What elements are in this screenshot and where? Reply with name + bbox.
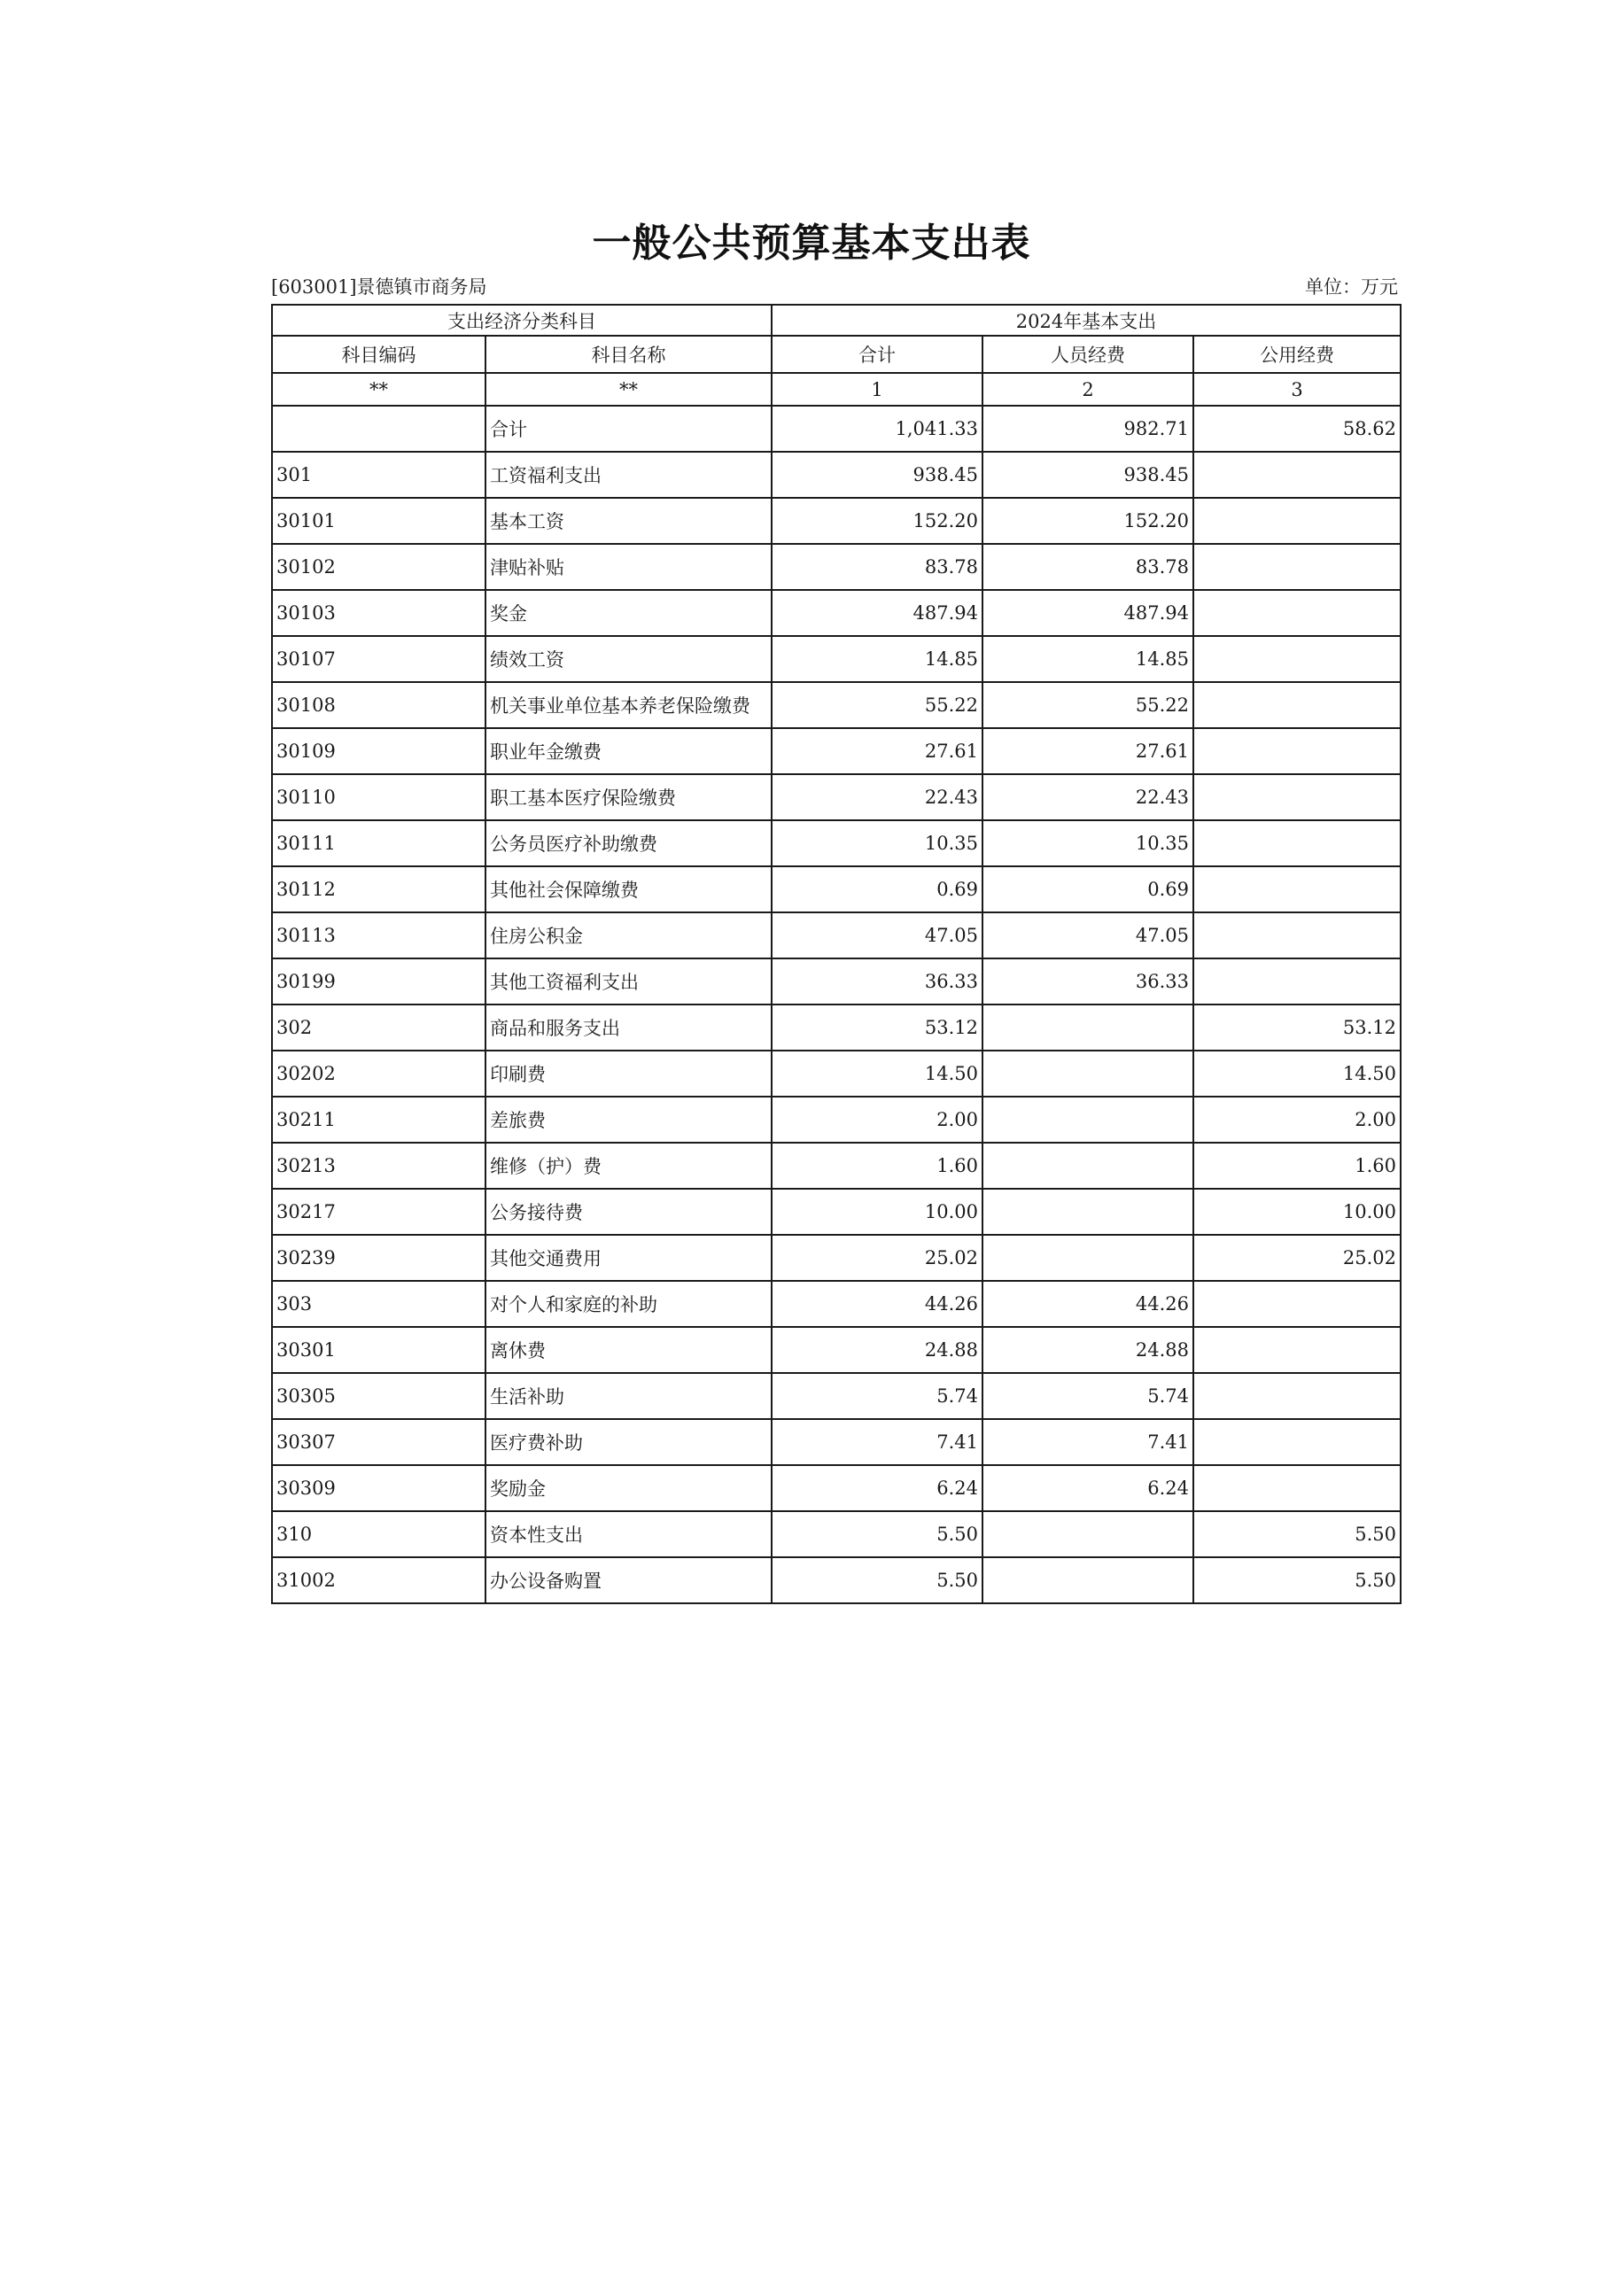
cell-public [1193,820,1401,866]
cell-total: 5.74 [772,1373,982,1419]
cell-name: 工资福利支出 [485,452,772,498]
cell-code: 30107 [272,636,485,682]
cell-name: 差旅费 [485,1097,772,1143]
cell-code: 30309 [272,1465,485,1511]
cell-name: 其他社会保障缴费 [485,866,772,912]
cell-code: 30202 [272,1051,485,1097]
cell-total: 1,041.33 [772,406,982,452]
cell-name: 商品和服务支出 [485,1004,772,1051]
cell-code: 30102 [272,544,485,590]
cell-personnel [982,1189,1193,1235]
cell-total: 10.00 [772,1189,982,1235]
cell-code: 30307 [272,1419,485,1465]
cell-total: 25.02 [772,1235,982,1281]
cell-code: 30108 [272,682,485,728]
cell-public [1193,1419,1401,1465]
cell-code: 303 [272,1281,485,1327]
cell-personnel: 5.74 [982,1373,1193,1419]
cell-public [1193,590,1401,636]
cell-total: 14.50 [772,1051,982,1097]
cell-code: 30213 [272,1143,485,1189]
column-index-row [272,373,1401,406]
unit-label: 单位：万元 [1305,276,1398,298]
table-row [272,728,1401,774]
cell-total: 5.50 [772,1557,982,1603]
table-row [272,1511,1401,1557]
cell-code: 30101 [272,498,485,544]
cell-code: 30112 [272,866,485,912]
cell-code: 301 [272,452,485,498]
cell-name: 住房公积金 [485,912,772,958]
cell-personnel: 27.61 [982,728,1193,774]
table-row [272,452,1401,498]
cell-code: 30199 [272,958,485,1004]
cell-public [1193,498,1401,544]
cell-code: 30301 [272,1327,485,1373]
cell-code: 31002 [272,1557,485,1603]
cell-public [1193,866,1401,912]
cell-name: 生活补助 [485,1373,772,1419]
cell-name: 绩效工资 [485,636,772,682]
cell-total: 53.12 [772,1004,982,1051]
cell-public [1193,1465,1401,1511]
table-row [272,1235,1401,1281]
table-row [272,1373,1401,1419]
table-row [272,958,1401,1004]
cell-total: 47.05 [772,912,982,958]
cell-personnel: 487.94 [982,590,1193,636]
cell-name: 印刷费 [485,1051,772,1097]
cell-code: 30305 [272,1373,485,1419]
cell-total: 27.61 [772,728,982,774]
cell-code: 30217 [272,1189,485,1235]
column-index-name: ** [485,373,772,406]
cell-personnel: 14.85 [982,636,1193,682]
cell-public [1193,958,1401,1004]
table-row [272,590,1401,636]
organization-label: [603001]景德镇市商务局 [271,276,487,298]
cell-public: 2.00 [1193,1097,1401,1143]
table-row [272,1281,1401,1327]
cell-name: 其他工资福利支出 [485,958,772,1004]
cell-public: 14.50 [1193,1051,1401,1097]
cell-total: 938.45 [772,452,982,498]
table-row [272,866,1401,912]
cell-personnel [982,1557,1193,1603]
cell-total: 487.94 [772,590,982,636]
cell-public [1193,636,1401,682]
cell-total: 152.20 [772,498,982,544]
column-header-personnel: 人员经费 [982,336,1193,373]
column-index-code: ** [272,373,485,406]
cell-public [1193,774,1401,820]
cell-public: 5.50 [1193,1557,1401,1603]
cell-total: 5.50 [772,1511,982,1557]
column-header-row [272,336,1401,373]
table-row [272,820,1401,866]
cell-personnel [982,1004,1193,1051]
cell-name: 津贴补贴 [485,544,772,590]
cell-public: 5.50 [1193,1511,1401,1557]
cell-personnel: 982.71 [982,406,1193,452]
cell-total: 83.78 [772,544,982,590]
cell-personnel [982,1235,1193,1281]
cell-name: 其他交通费用 [485,1235,772,1281]
cell-code: 302 [272,1004,485,1051]
table-row [272,1143,1401,1189]
column-header-name: 科目名称 [485,336,772,373]
cell-public [1193,682,1401,728]
cell-code: 30109 [272,728,485,774]
cell-public: 25.02 [1193,1235,1401,1281]
column-header-public: 公用经费 [1193,336,1401,373]
table-row [272,774,1401,820]
cell-personnel: 44.26 [982,1281,1193,1327]
cell-name: 职业年金缴费 [485,728,772,774]
group-header-basic-expenditure: 2024年基本支出 [772,305,1401,336]
group-header-classification: 支出经济分类科目 [272,305,772,336]
cell-code: 30113 [272,912,485,958]
cell-name: 对个人和家庭的补助 [485,1281,772,1327]
cell-name: 办公设备购置 [485,1557,772,1603]
cell-public [1193,728,1401,774]
cell-public [1193,1373,1401,1419]
cell-code: 30110 [272,774,485,820]
cell-name: 奖励金 [485,1465,772,1511]
table-body [272,406,1401,1603]
table-row [272,1189,1401,1235]
cell-personnel: 83.78 [982,544,1193,590]
cell-personnel: 6.24 [982,1465,1193,1511]
cell-code [272,406,485,452]
cell-total: 36.33 [772,958,982,1004]
cell-name: 机关事业单位基本养老保险缴费 [485,682,772,728]
cell-total: 6.24 [772,1465,982,1511]
cell-total: 44.26 [772,1281,982,1327]
table-row [272,682,1401,728]
cell-personnel: 938.45 [982,452,1193,498]
cell-public [1193,912,1401,958]
cell-total: 7.41 [772,1419,982,1465]
cell-name: 公务接待费 [485,1189,772,1235]
cell-total: 1.60 [772,1143,982,1189]
cell-public: 53.12 [1193,1004,1401,1051]
column-index-public: 3 [1193,373,1401,406]
cell-personnel [982,1097,1193,1143]
cell-name: 基本工资 [485,498,772,544]
table-row [272,1557,1401,1603]
table-row [272,1419,1401,1465]
table-row [272,636,1401,682]
cell-personnel [982,1143,1193,1189]
cell-public [1193,1281,1401,1327]
cell-total: 22.43 [772,774,982,820]
cell-personnel: 7.41 [982,1419,1193,1465]
budget-table [271,304,1402,1604]
cell-personnel: 36.33 [982,958,1193,1004]
cell-personnel [982,1051,1193,1097]
column-index-personnel: 2 [982,373,1193,406]
cell-personnel: 55.22 [982,682,1193,728]
column-header-total: 合计 [772,336,982,373]
cell-name: 职工基本医疗保险缴费 [485,774,772,820]
table-row [272,1097,1401,1143]
column-index-total: 1 [772,373,982,406]
cell-personnel: 10.35 [982,820,1193,866]
cell-public: 1.60 [1193,1143,1401,1189]
cell-name: 离休费 [485,1327,772,1373]
page-title: 一般公共预算基本支出表 [592,221,1031,266]
cell-name: 奖金 [485,590,772,636]
cell-code: 30211 [272,1097,485,1143]
table-row [272,1465,1401,1511]
cell-public [1193,544,1401,590]
cell-name: 资本性支出 [485,1511,772,1557]
cell-name: 维修（护）费 [485,1143,772,1189]
cell-name: 公务员医疗补助缴费 [485,820,772,866]
table-row [272,912,1401,958]
cell-name: 合计 [485,406,772,452]
cell-personnel: 47.05 [982,912,1193,958]
column-header-code: 科目编码 [272,336,485,373]
table-row [272,1051,1401,1097]
cell-total: 55.22 [772,682,982,728]
cell-personnel: 0.69 [982,866,1193,912]
cell-name: 医疗费补助 [485,1419,772,1465]
cell-personnel: 152.20 [982,498,1193,544]
cell-total: 14.85 [772,636,982,682]
cell-total: 0.69 [772,866,982,912]
cell-code: 30103 [272,590,485,636]
cell-public [1193,1327,1401,1373]
cell-total: 24.88 [772,1327,982,1373]
table-row [272,1327,1401,1373]
cell-code: 310 [272,1511,485,1557]
cell-personnel [982,1511,1193,1557]
table-row [272,406,1401,452]
cell-personnel: 22.43 [982,774,1193,820]
cell-public: 10.00 [1193,1189,1401,1235]
table-row [272,498,1401,544]
cell-personnel: 24.88 [982,1327,1193,1373]
table-row [272,1004,1401,1051]
group-header-row [272,305,1401,336]
cell-total: 2.00 [772,1097,982,1143]
cell-code: 30239 [272,1235,485,1281]
cell-public [1193,452,1401,498]
table-row [272,544,1401,590]
cell-public: 58.62 [1193,406,1401,452]
cell-total: 10.35 [772,820,982,866]
cell-code: 30111 [272,820,485,866]
